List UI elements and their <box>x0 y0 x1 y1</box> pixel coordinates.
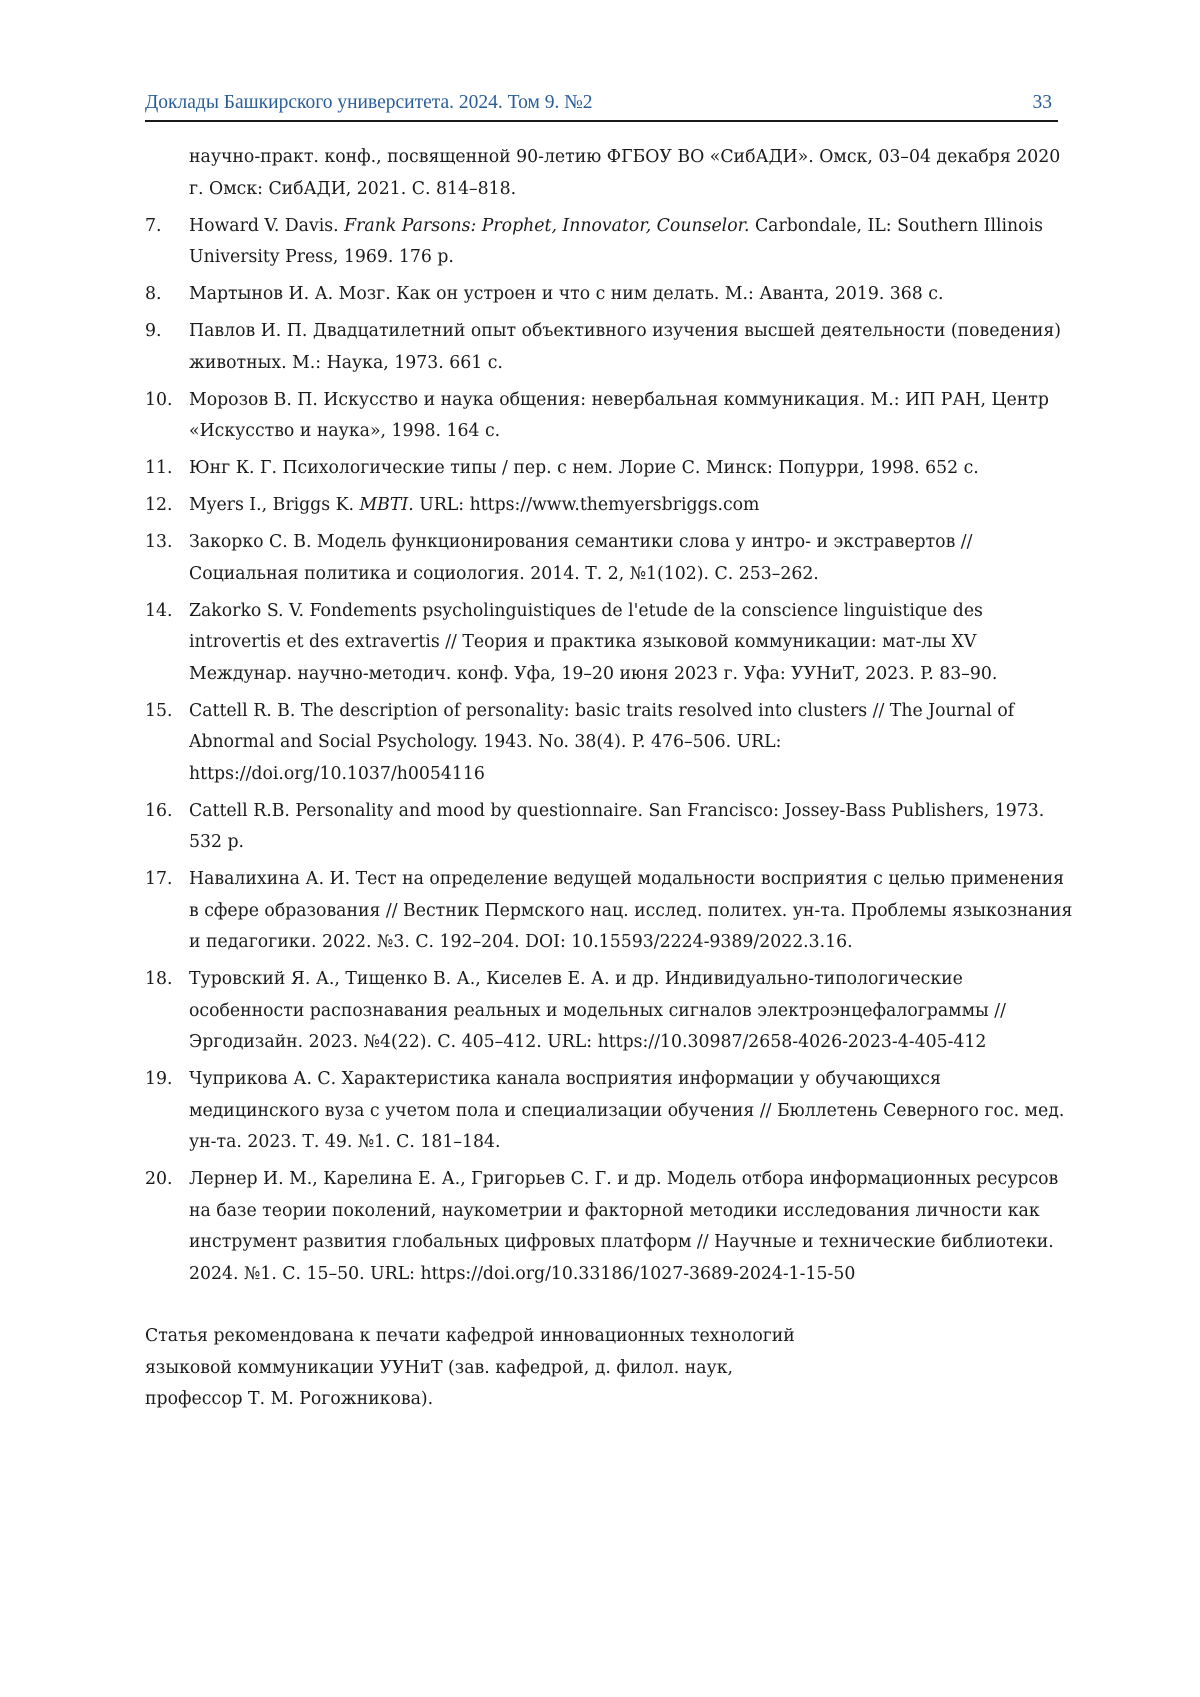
reference-text: Павлов И. П. Двадцатилетний опыт объективного изучения высшей деятельности (поведения) животных. М.: Наука, 1973. 661 с. <box>189 316 1075 379</box>
reference-item <box>145 864 1075 959</box>
reference-item <box>145 1164 1075 1290</box>
reference-number: 12. <box>145 490 172 522</box>
reference-item <box>145 316 1075 379</box>
reference-number: 16. <box>145 796 172 828</box>
reference-item <box>145 696 1075 791</box>
reference-text: Мартынов И. А. Мозг. Как он устроен и что с ним делать. М.: Аванта, 2019. 368 с. <box>189 279 1075 311</box>
reference-text <box>189 490 1075 522</box>
reference-item <box>145 964 1075 1059</box>
reference-text: Zakorko S. V. Fondements psycholinguistiques de l'etude de la conscience linguistique des introvertis et des extravertis // Теория и практика языковой коммуникации: мат-лы XV Междунар. научно-методич. конф. Уфа, 19–20 июня 2023 г. Уфа: УУНиТ, 2023. P. 83–90. <box>189 596 1075 691</box>
reference-text <box>189 211 1075 274</box>
reference-number: 15. <box>145 696 172 728</box>
journal-title: Доклады Башкирского университета. 2024. Том 9. №2 <box>145 92 593 114</box>
reference-number: 17. <box>145 864 172 896</box>
reference-item <box>145 796 1075 859</box>
reference-number: 11. <box>145 453 172 485</box>
reference-item <box>145 142 1075 205</box>
document-page <box>0 0 1200 1697</box>
reference-number: 10. <box>145 385 172 417</box>
reference-number: 20. <box>145 1164 172 1196</box>
reference-text-part: Myers I., Briggs K. <box>189 495 359 515</box>
reference-item <box>145 527 1075 590</box>
reference-text: Туровский Я. А., Тищенко В. А., Киселев Е. А. и др. Индивидуально-типологические особенности распознавания реальных и модельных сигналов электроэнцефалограммы // Эргодизайн. 2023. №4(22). С. 405–412. URL: https://10.30987/2658-4026-2023-4-405-412 <box>189 964 1075 1059</box>
reference-text-part: Howard V. Davis. <box>189 216 344 236</box>
reference-number: 8. <box>145 279 162 311</box>
reference-item <box>145 1064 1075 1159</box>
reference-number: 14. <box>145 596 172 628</box>
reference-text: Навалихина А. И. Тест на определение ведущей модальности восприятия с целью применения в сфере образования // Вестник Пермского нац. исслед. политех. ун-та. Проблемы языкознания и педагогики. 2022. №3. С. 192–204. DOI: 10.15593/2224-9389/2022.3.16. <box>189 864 1075 959</box>
reference-number: 7. <box>145 211 162 243</box>
reference-text: Морозов В. П. Искусство и наука общения: невербальная коммуникация. М.: ИП РАН, Центр «Искусство и наука», 1998. 164 с. <box>189 385 1075 448</box>
reference-item <box>145 385 1075 448</box>
reference-text: Юнг К. Г. Психологические типы / пер. с нем. Лорие С. Минск: Попурри, 1998. 652 с. <box>189 453 1075 485</box>
reference-number: 9. <box>145 316 162 348</box>
recommendation-note <box>145 1321 1045 1416</box>
reference-list <box>145 142 1075 1296</box>
reference-text: научно-практ. конф., посвященной 90-летию ФГБОУ ВО «СибАДИ». Омск, 03–04 декабря 2020 г. Омск: СибАДИ, 2021. С. 814–818. <box>189 142 1075 205</box>
recommendation-line: профессор Т. М. Рогожникова). <box>145 1384 1045 1416</box>
recommendation-line: Статья рекомендована к печати кафедрой инновационных технологий <box>145 1321 1045 1353</box>
reference-text: Закорко С. В. Модель функционирования семантики слова у интро- и экстравертов // Социальная политика и социология. 2014. Т. 2, №1(102). С. 253–262. <box>189 527 1075 590</box>
reference-text: Cattell R. B. The description of personality: basic traits resolved into clusters // The Journal of Abnormal and Social Psychology. 1943. No. 38(4). P. 476–506. URL: https://doi.org/10.1037/h0054116 <box>189 696 1075 791</box>
reference-item <box>145 596 1075 691</box>
reference-text: Cattell R.B. Personality and mood by questionnaire. San Francisco: Jossey-Bass Publishers, 1973. 532 p. <box>189 796 1075 859</box>
reference-text: Чуприкова А. С. Характеристика канала восприятия информации у обучающихся медицинского вуза с учетом пола и специализации обучения // Бюллетень Северного гос. мед. ун-та. 2023. Т. 49. №1. С. 181–184. <box>189 1064 1075 1159</box>
recommendation-line: языковой коммуникации УУНиТ (зав. кафедрой, д. филол. наук, <box>145 1353 1045 1385</box>
reference-item <box>145 211 1075 274</box>
reference-item <box>145 453 1075 485</box>
reference-number: 18. <box>145 964 172 996</box>
page-number: 33 <box>1033 92 1053 114</box>
reference-title-italic: MBTI. <box>359 495 413 515</box>
reference-number: 19. <box>145 1064 172 1096</box>
reference-number: 13. <box>145 527 172 559</box>
reference-title-italic: Frank Parsons: Prophet, Innovator, Counselor. <box>344 216 749 236</box>
reference-item <box>145 490 1075 522</box>
reference-text-part: Carbondale, IL: Southern Illinois University Press, 1969. 176 p. <box>189 216 1043 268</box>
reference-link[interactable]: URL: https://www.themyersbriggs.com <box>414 495 760 515</box>
reference-item <box>145 279 1075 311</box>
running-header <box>145 90 1058 122</box>
reference-text: Лернер И. М., Карелина Е. А., Григорьев С. Г. и др. Модель отбора информационных ресурсов на базе теории поколений, наукометрии и факторной методики исследования личности как инструмент развития глобальных цифровых платформ // Научные и технические библиотеки. 2024. №1. С. 15–50. URL: https://doi.org/10.33186/1027-3689-2024-1-15-50 <box>189 1164 1075 1290</box>
